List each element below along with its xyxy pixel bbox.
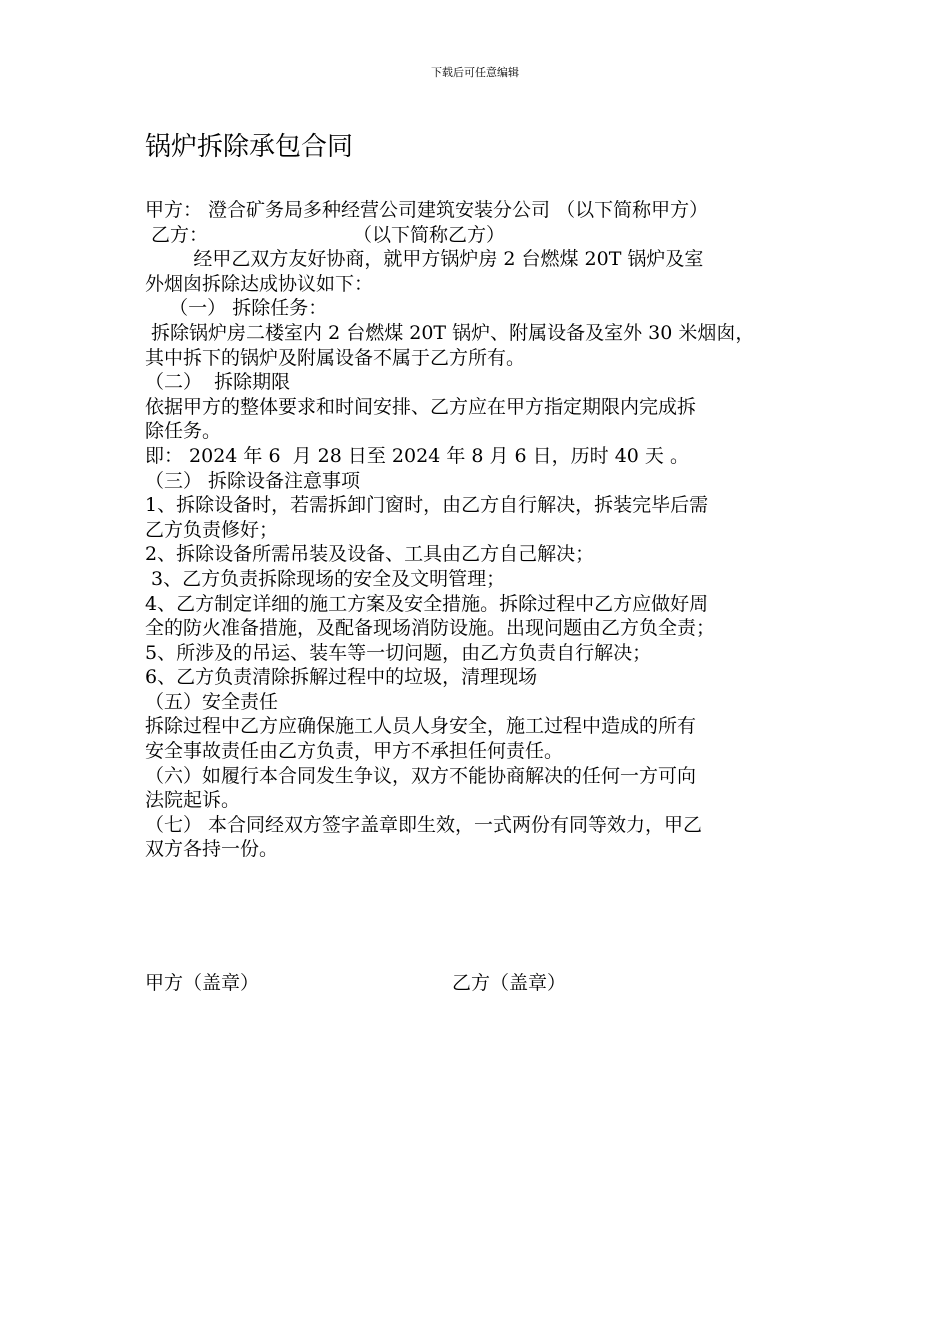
section-5-text-2: 安全事故责任由乙方负责，甲方不承担任何责任。 bbox=[145, 740, 564, 763]
section-5-heading: （五）安全责任 bbox=[145, 690, 279, 713]
section-2-dates: 即： 2024 年 6 月 28 日至 2024 年 8 月 6 日，历时 40 天 。 bbox=[145, 444, 689, 467]
section-1-text-2: 其中拆下的锅炉及附属设备不属于乙方所有。 bbox=[145, 346, 526, 369]
party-b-line: 乙方： （以下简称乙方） bbox=[145, 223, 505, 246]
item-3: 3、乙方负责拆除现场的安全及文明管理； bbox=[145, 567, 506, 590]
contract-body bbox=[145, 198, 825, 862]
item-1-line-2: 乙方负责修好； bbox=[145, 518, 279, 541]
intro-line-1: 经甲乙双方友好协商，就甲方锅炉房 2 台燃煤 20T 锅炉及室 bbox=[145, 248, 704, 271]
page-header-note: 下载后可任意编辑 bbox=[431, 66, 519, 79]
item-6: 6、乙方负责清除拆解过程中的垃圾，清理现场 bbox=[145, 666, 538, 689]
section-6-text-2: 法院起诉。 bbox=[145, 789, 241, 812]
item-5: 5、所涉及的吊运、装车等一切问题，由乙方负责自行解决； bbox=[145, 641, 652, 664]
section-6-text-1: （六）如履行本合同发生争议，双方不能协商解决的任何一方可向 bbox=[145, 764, 697, 787]
section-2-text-1: 依据甲方的整体要求和时间安排、乙方应在甲方指定期限内完成拆 bbox=[145, 395, 697, 418]
section-2-heading: （二） 拆除期限 bbox=[145, 371, 291, 394]
section-5-text-1: 拆除过程中乙方应确保施工人员人身安全，施工过程中造成的所有 bbox=[145, 715, 697, 738]
party-a-seal: 甲方（盖章） bbox=[145, 972, 260, 994]
section-1-text-1: 拆除锅炉房二楼室内 2 台燃煤 20T 锅炉、附属设备及室外 30 米烟囱， bbox=[145, 321, 755, 344]
section-7-text-1: （七） 本合同经双方签字盖章即生效，一式两份有同等效力，甲乙 bbox=[145, 813, 703, 836]
party-a-line: 甲方： 澄合矿务局多种经营公司建筑安装分公司 （以下简称甲方） bbox=[145, 199, 709, 221]
intro-line-2: 外烟囱拆除达成协议如下： bbox=[145, 272, 374, 295]
section-3-heading: （三） 拆除设备注意事项 bbox=[145, 469, 361, 492]
item-4-line-2: 全的防火准备措施，及配备现场消防设施。出现问题由乙方负全责； bbox=[145, 617, 716, 640]
document-title: 锅炉拆除承包合同 bbox=[145, 132, 354, 162]
item-2: 2、拆除设备所需吊装及设备、工具由乙方自己解决； bbox=[145, 543, 595, 566]
party-b-seal: 乙方（盖章） bbox=[452, 972, 567, 994]
section-2-text-2: 除任务。 bbox=[145, 420, 222, 443]
section-7-text-2: 双方各持一份。 bbox=[145, 838, 279, 861]
item-4-line-1: 4、乙方制定详细的施工方案及安全措施。拆除过程中乙方应做好周 bbox=[145, 592, 709, 615]
item-1-line-1: 1、拆除设备时，若需拆卸门窗时，由乙方自行解决，拆装完毕后需 bbox=[145, 494, 709, 517]
section-1-heading: （一） 拆除任务： bbox=[145, 297, 328, 320]
